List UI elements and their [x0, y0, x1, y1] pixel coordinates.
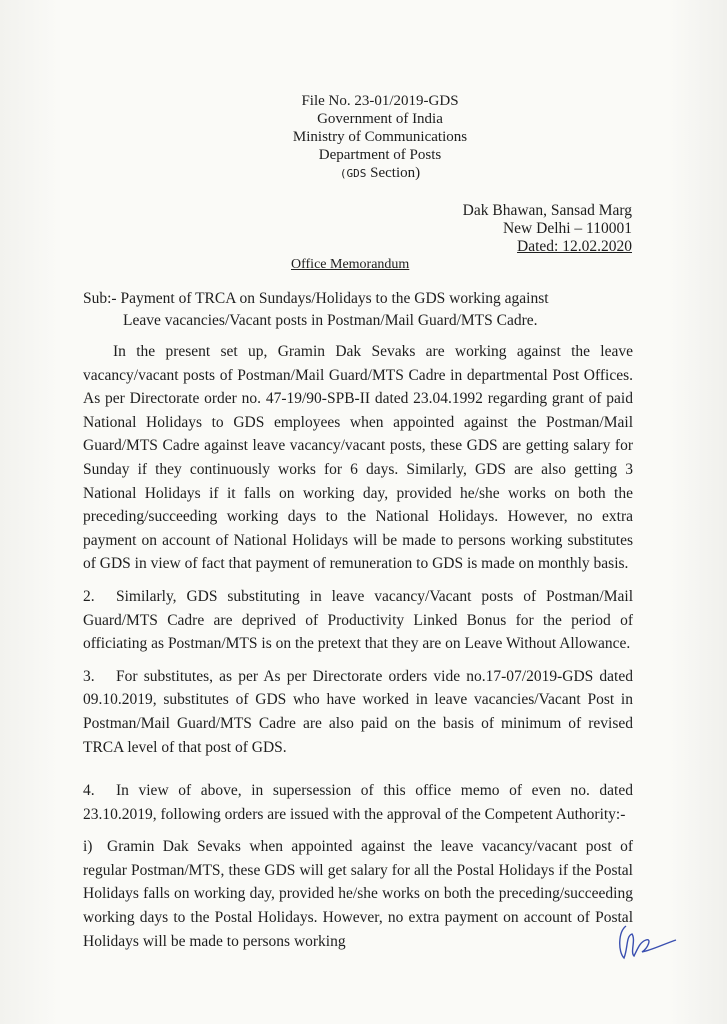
letterhead [230, 92, 530, 183]
file-number: File No. 23-01/2019-GDS [301, 93, 459, 109]
government-line: Government of India [317, 111, 443, 127]
memo-title: Office Memorandum [291, 257, 410, 272]
paragraph-text: In view of above, in supersession of this office memo of even no. dated 23.10.2019, following orders are issued with the approval of the Competent Authority:- [83, 782, 633, 823]
subject-line-1: Payment of TRCA on Sundays/Holidays to the GDS working against [120, 290, 549, 307]
signature-initials [612, 918, 682, 963]
dated: Dated: 12.02.2020 [517, 238, 632, 255]
paragraph-number: 3. [83, 667, 95, 685]
paragraph-4 [83, 779, 633, 826]
ministry-line: Ministry of Communications [292, 129, 468, 145]
paragraph-3 [83, 665, 633, 759]
paragraph-i [83, 835, 633, 953]
memo-body [83, 288, 633, 953]
section-line [230, 164, 530, 183]
subject [83, 288, 633, 332]
paragraph-number: i) [83, 838, 93, 856]
paragraph-number: 4. [83, 782, 95, 800]
paragraph-2 [83, 585, 633, 656]
address-line-2: New Delhi – 110001 [502, 220, 632, 237]
paragraph-text: Gramin Dak Sevaks when appointed against the leave vacancy/vacant post of regular Postman/MTS, these GDS will get salary for all the Postal Holidays if the Postal Holidays falls on working day, provided he/she works on both the preceding/succeeding working days to the Postal Holidays. However, no extra payment on account of Postal Holidays will be made to persons working [83, 838, 633, 950]
paragraph-text: In the present set up, Gramin Dak Sevaks are working against the leave vacancy/vacant posts of Postman/Mail Guard/MTS Cadre in departmental Post Offices. As per Directorate order no. 47-19/90-SPB-II dated 23.04.1992 regarding grant of paid National Holidays to GDS employees when appointed against the Postman/Mail Guard/MTS Cadre against leave vacancy/vacant posts, these GDS are getting salary for Sunday if they continuously works for 6 days. Similarly, GDS are also getting 3 National Holidays if it falls on working day, provided he/she works on both the preceding/succeeding working days to the National Holidays. However, no extra payment on account of National Holidays will be made to persons working substitutes of GDS in view of fact that payment of remuneration to GDS is made on monthly basis. [83, 343, 633, 573]
subject-label: Sub:- [83, 290, 117, 307]
paragraph-1 [83, 340, 633, 576]
section-suffix: Section) [370, 165, 421, 181]
paragraph-text: Similarly, GDS substituting in leave vacancy/Vacant posts of Postman/Mail Guard/MTS Cadre are deprived of Productivity Linked Bonus for the period of officiating as Postman/MTS is on the pretext that they are on Leave Without Allowance. [83, 587, 633, 653]
address-line-1: Dak Bhawan, Sansad Marg [462, 202, 632, 219]
paragraph-text: For substitutes, as per As per Directorate orders vide no.17-07/2019-GDS dated 09.10.2019, substitutes of GDS who have worked in leave vacancies/Vacant Post in Postman/Mail Guard/MTS Cadre are also paid on the basis of minimum of revised TRCA level of that post of GDS. [83, 667, 633, 756]
address-block [463, 202, 632, 256]
paragraph-number: 2. [83, 587, 95, 605]
section-prefix: (GDS [339, 167, 367, 180]
subject-line-2: Leave vacancies/Vacant posts in Postman/Mail Guard/MTS Cadre. [123, 312, 538, 329]
department-line: Department of Posts [318, 147, 442, 163]
